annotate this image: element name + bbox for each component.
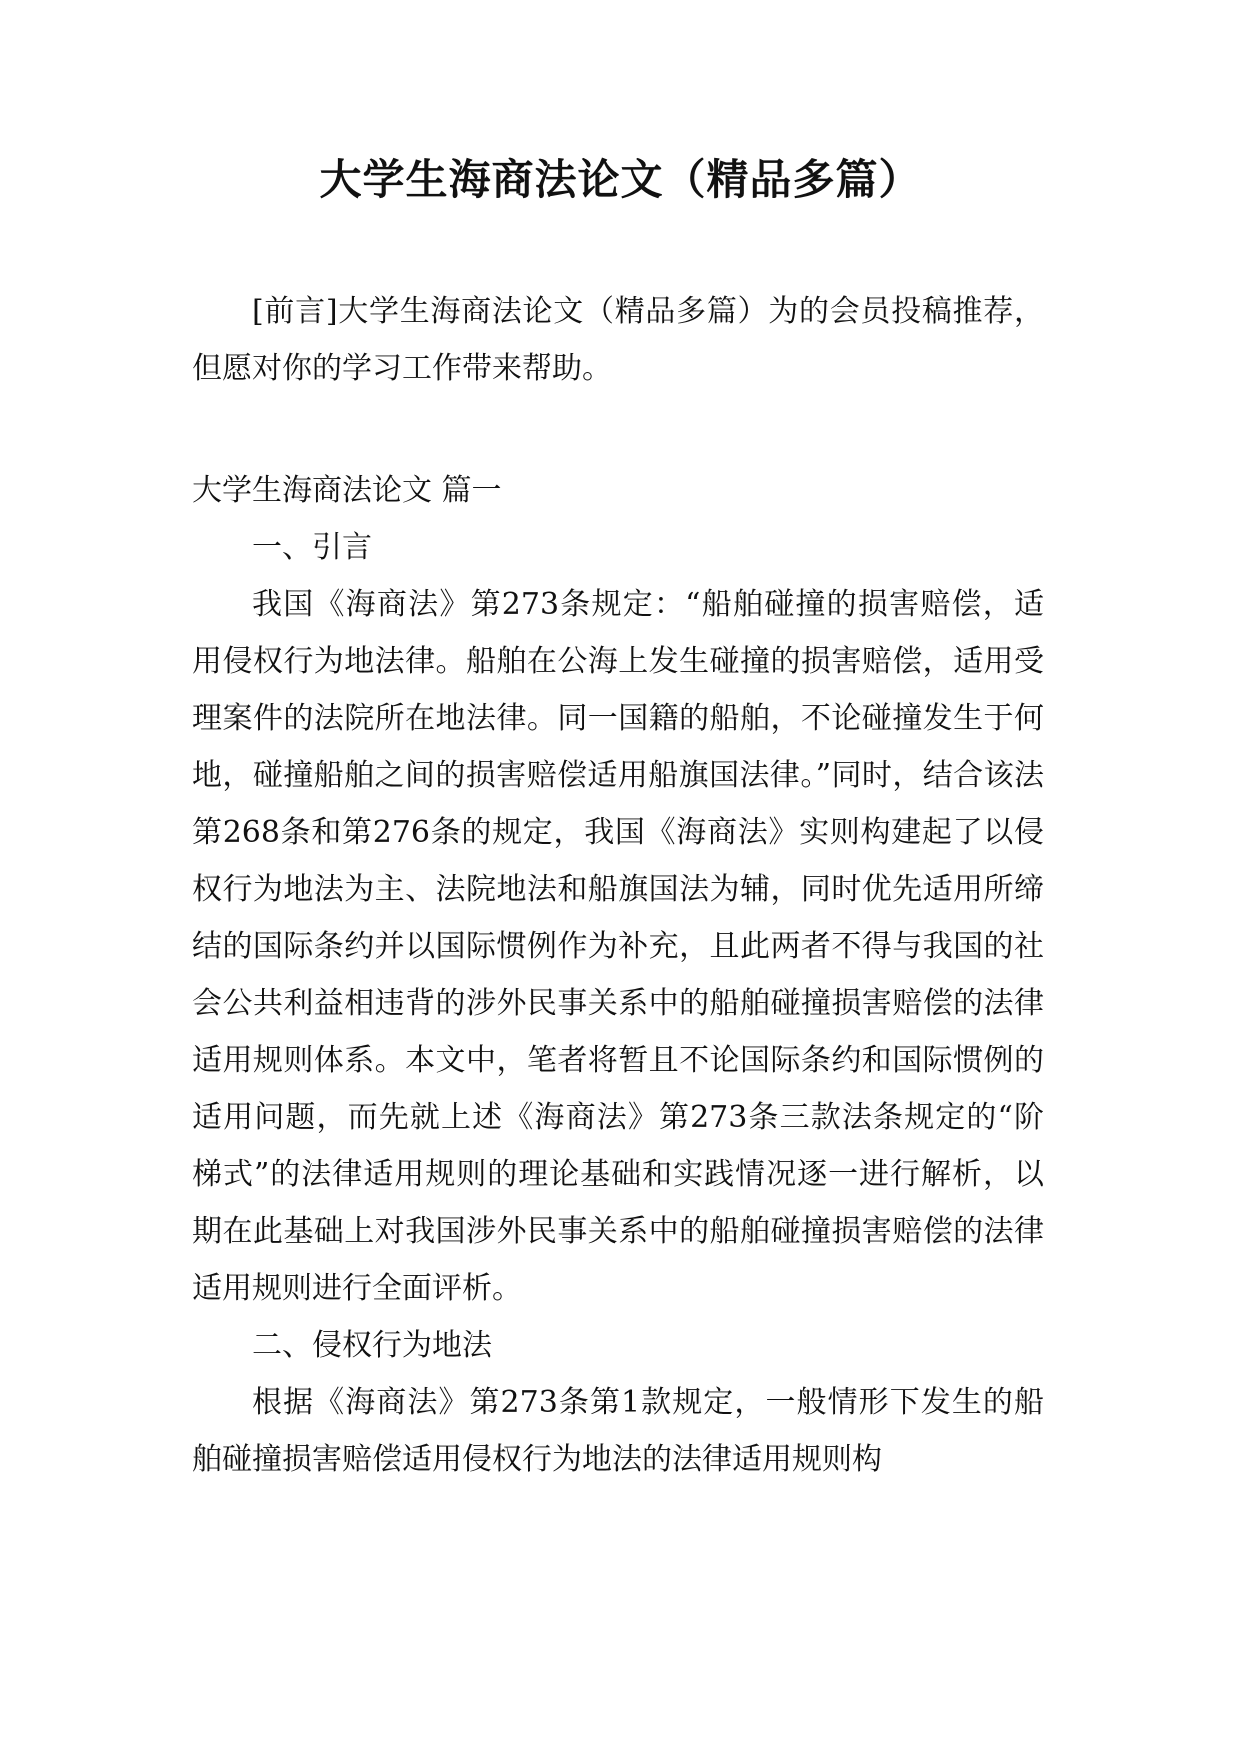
document-title: 大学生海商法论文（精品多篇） xyxy=(319,155,922,204)
paragraph-tort-place-law: 根据《海商法》第273条第1款规定，一般情形下发生的船舶碰撞损害赔偿适用侵权行为地法的法律适用规则构 xyxy=(192,1385,1044,1477)
preface-block xyxy=(192,283,1044,397)
preface-paragraph: [前言]大学生海商法论文（精品多篇）为的会员投稿推荐，但愿对你的学习工作带来帮助。 xyxy=(192,294,1044,386)
section-title: 大学生海商法论文 篇一 xyxy=(192,473,502,508)
heading-tort-place-law: 二、侵权行为地法 xyxy=(252,1328,492,1363)
paragraph-introduction: 我国《海商法》第273条规定：“船舶碰撞的损害赔偿，适用侵权行为地法律。船舶在公海上发生碰撞的损害赔偿，适用受理案件的法院所在地法律。同一国籍的船舶，不论碰撞发生于何地，碰撞船舶之间的损害赔偿适用船旗国法律。”同时，结合该法第268条和第276条的规定，我国《海商法》实则构建起了以侵权行为地法为主、法院地法和船旗国法为辅，同时优先适用所缔结的国际条约并以国际惯例作为补充，且此两者不得与我国的社会公共利益相违背的涉外民事关系中的船舶碰撞损害赔偿的法律适用规则体系。本文中，笔者将暂且不论国际条约和国际惯例的适用问题，而先就上述《海商法》第273条三款法条规定的“阶梯式”的法律适用规则的理论基础和实践情况逐一进行解析，以期在此基础上对我国涉外民事关系中的船舶碰撞损害赔偿的法律适用规则进行全面评析。 xyxy=(192,587,1044,1306)
heading-introduction: 一、引言 xyxy=(252,530,372,565)
article-body xyxy=(192,462,1044,1488)
